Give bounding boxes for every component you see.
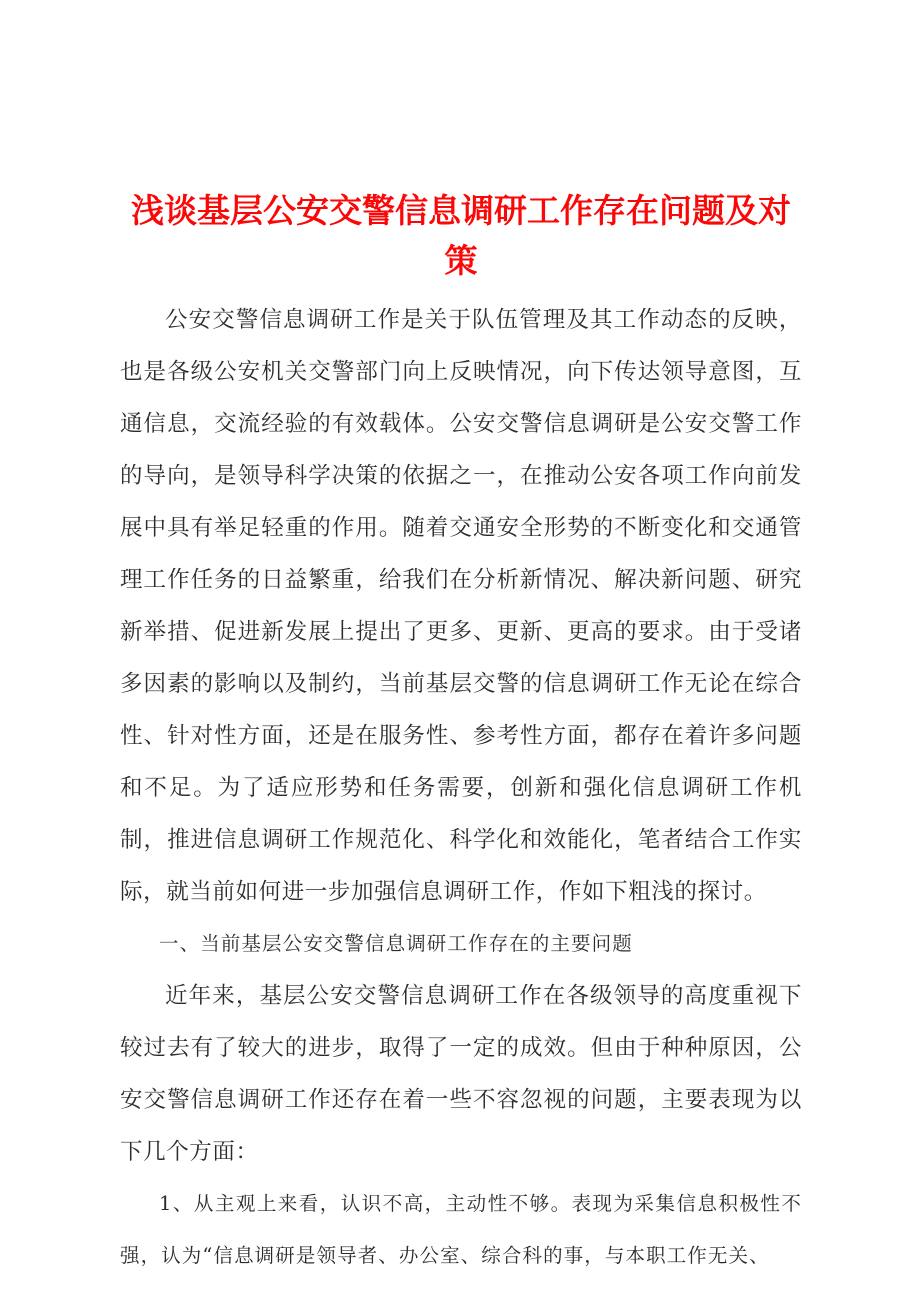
paragraph-intro: 公安交警信息调研工作是关于队伍管理及其工作动态的反映，也是各级公安机关交警部门向上反映情况，向下传达领导意图，互通信息，交流经验的有效载体。公安交警信息调研是公安交警工作的导向，是领导科学决策的依据之一，在推动公安各项工作向前发展中具有举足轻重的作用。随着交通安全形势的不断变化和交通管理工作任务的日益繁重，给我们在分析新情况、解决新问题、研究新举措、促进新发展上提出了更多、更新、更高的要求。由于受诸多因素的影响以及制约，当前基层交警的信息调研工作无论在综合性、针对性方面，还是在服务性、参考性方面，都存在着许多问题和不足。为了适应形势和任务需要，创新和强化信息调研工作机制，推进信息调研工作规范化、科学化和效能化，笔者结合工作实际，就当前如何进一步加强信息调研工作，作如下粗浅的探讨。 (120, 307, 802, 905)
section-heading-one: 一、当前基层公安交警信息调研工作存在的主要问题 (159, 932, 633, 955)
paragraph-item-1: 1、从主观上来看，认识不高，主动性不够。表现为采集信息积极性不强，认为“信息调研是领导者、办公室、综合科的事，与本职工作无关、 (120, 1192, 802, 1267)
paragraph-recent-years: 近年来，基层公安交警信息调研工作在各级领导的高度重视下较过去有了较大的进步，取得了一定的成效。但由于种种原因，公安交警信息调研工作还存在着一些不容忽视的问题，主要表现为以下几个方面： (120, 983, 802, 1165)
page-title: 浅谈基层公安交警信息调研工作存在问题及对策 (131, 191, 791, 280)
document-text-column (120, 186, 802, 1282)
